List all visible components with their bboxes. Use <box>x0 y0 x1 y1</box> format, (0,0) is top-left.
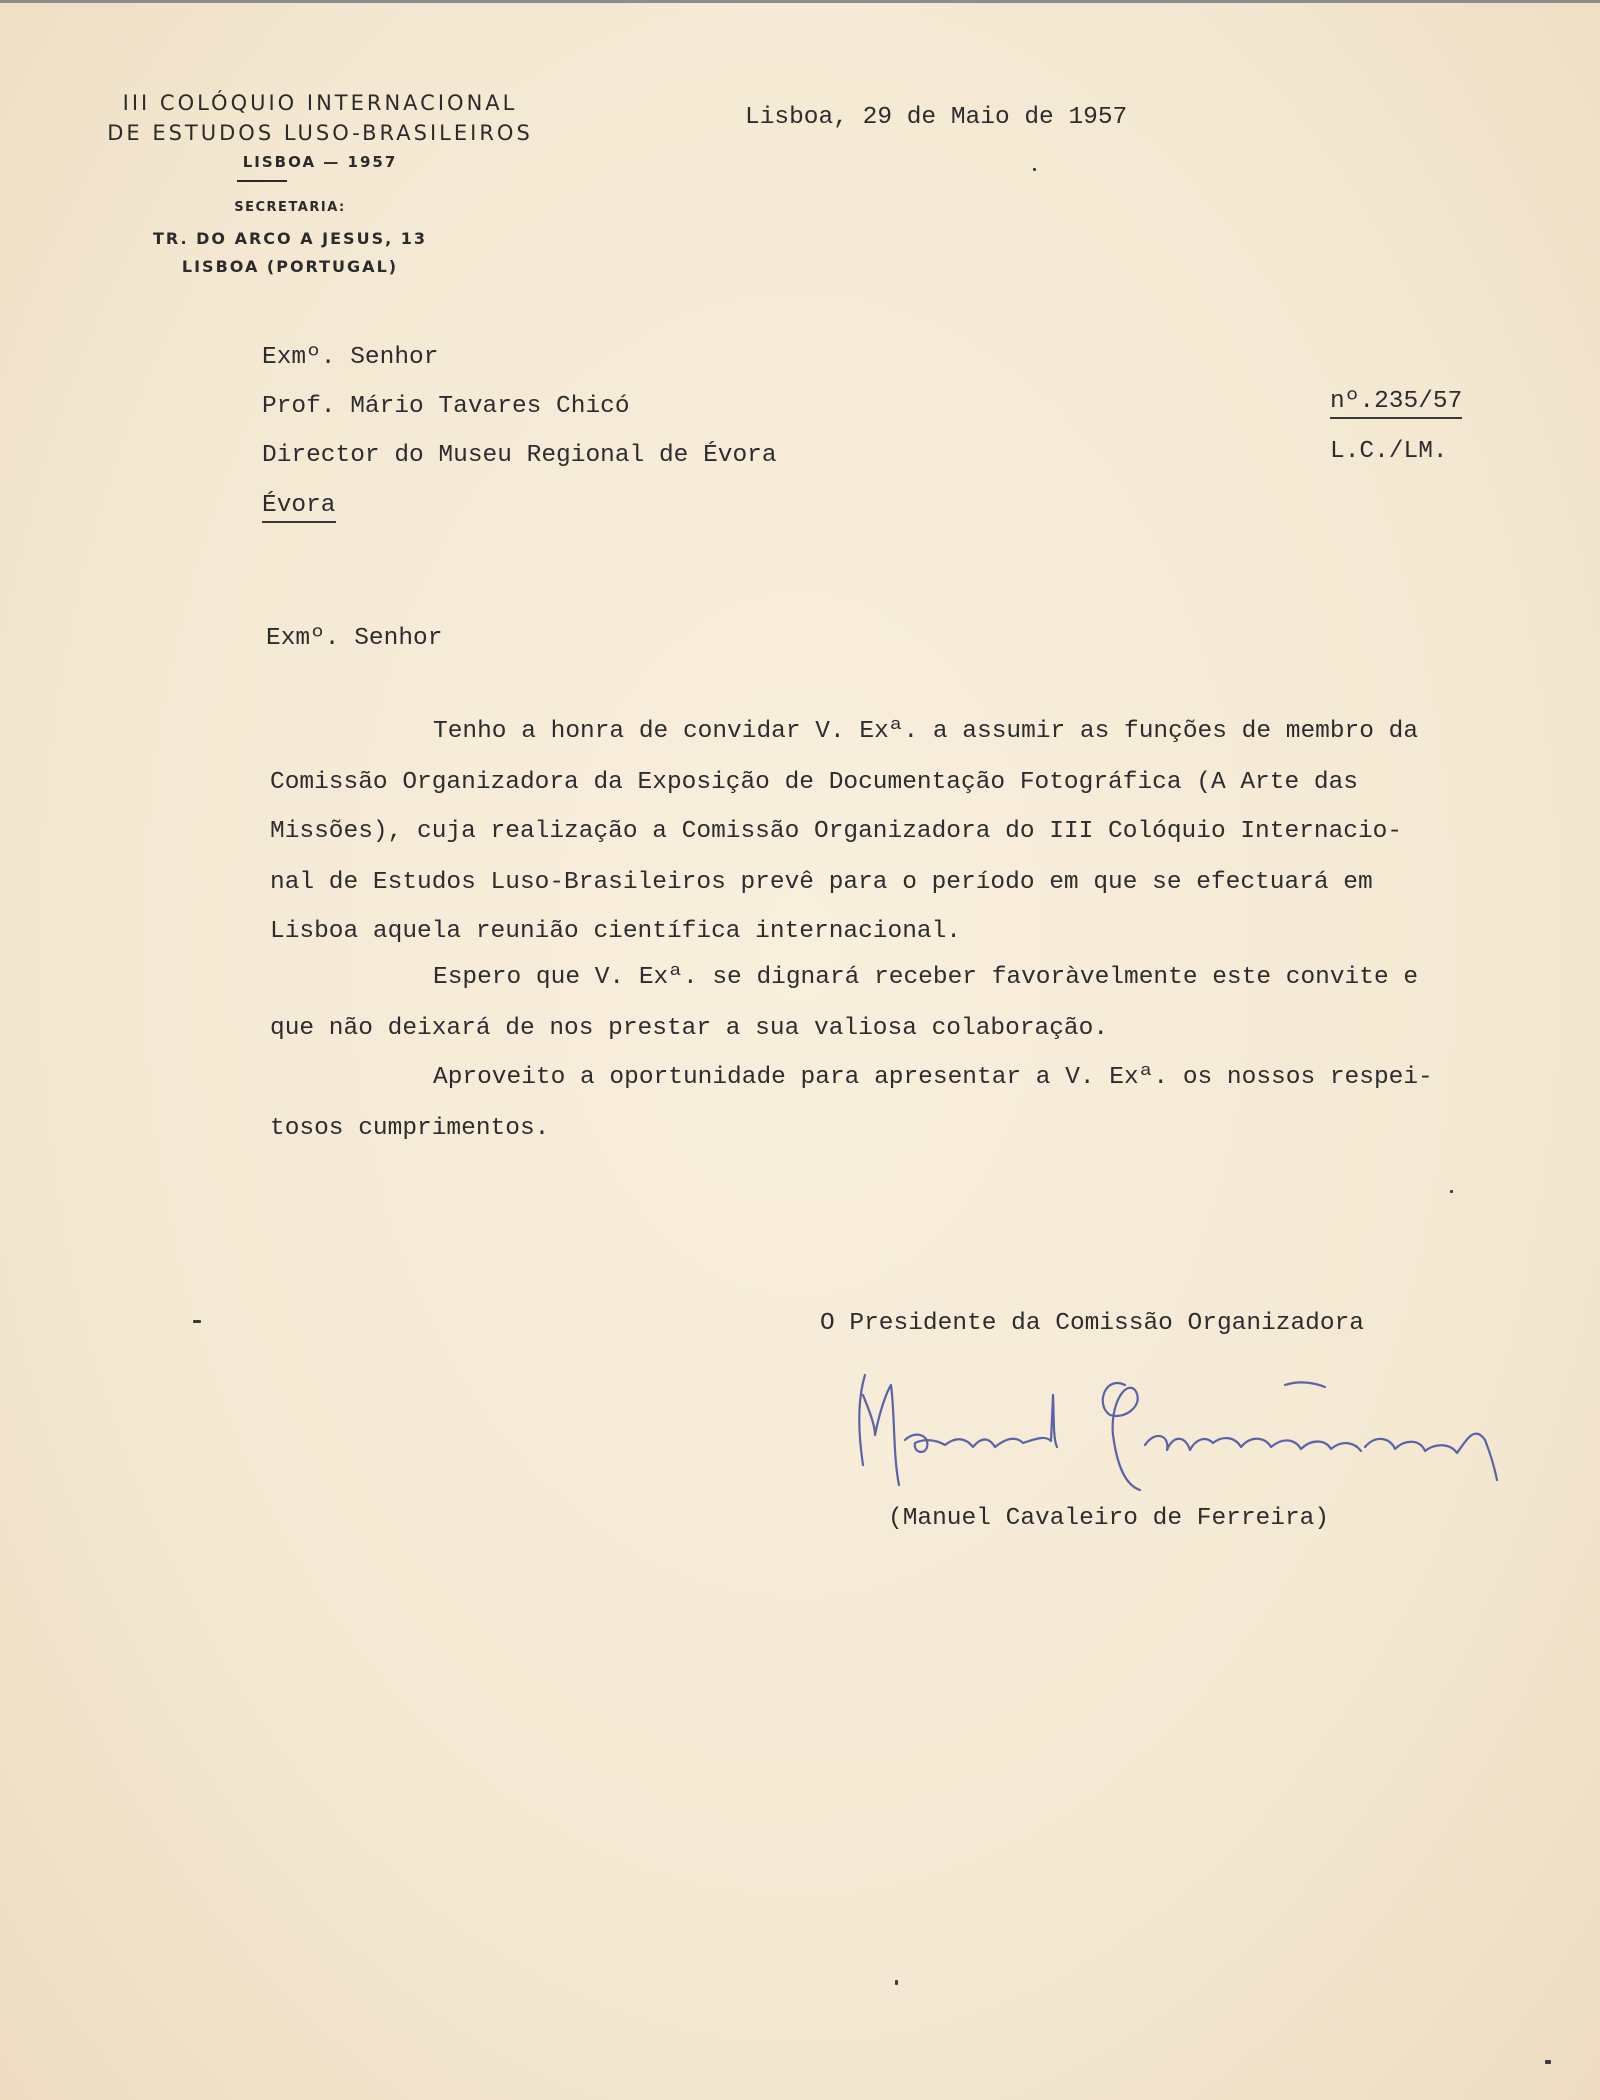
paper-mark <box>1450 1190 1453 1193</box>
handwritten-signature <box>855 1355 1555 1505</box>
body-line: Tenho a honra de convidar V. Exª. a assumir as funções de membro da <box>433 718 1419 745</box>
recipient-salutation: Exmº. Senhor <box>262 344 439 371</box>
paper-mark <box>895 1980 898 1985</box>
paper-mark <box>193 1320 201 1323</box>
secretaria-address-line2: LISBOA (PORTUGAL) <box>181 257 399 276</box>
recipient-name: Prof. Mário Tavares Chicó <box>262 393 630 420</box>
reference-number: nº.235/57 <box>1330 388 1462 419</box>
body-line: nal de Estudos Luso-Brasileiros prevê para o período em que se efectuará em <box>270 869 1373 896</box>
body-line: Comissão Organizadora da Exposição de Documentação Fotográfica (A Arte das <box>270 769 1358 796</box>
reference-initials: L.C./LM. <box>1330 438 1448 465</box>
body-line: Lisboa aquela reunião científica internacional. <box>270 918 962 945</box>
body-line: Missões), cuja realização a Comissão Organizadora do III Colóquio Internacio- <box>270 818 1403 845</box>
letterhead-city-year: LISBOA — 1957 <box>242 153 398 171</box>
page-top-edge <box>0 0 1600 3</box>
letterhead-rule <box>237 180 287 182</box>
body-line: Aproveito a oportunidade para apresentar a V. Exª. os nossos respei- <box>433 1064 1433 1091</box>
secretaria-address-line1: TR. DO ARCO A JESUS, 13 <box>152 229 428 248</box>
secretaria-block <box>140 200 440 281</box>
body-line: que não deixará de nos prestar a sua valiosa colaboração. <box>270 1015 1109 1042</box>
body-line: Espero que V. Exª. se dignará receber favoràvelmente este convite e <box>433 964 1419 991</box>
greeting: Exmº. Senhor <box>266 625 443 652</box>
letterhead-title-line2: DE ESTUDOS LUSO-BRASILEIROS <box>107 121 533 145</box>
recipient-city: Évora <box>262 492 336 523</box>
letterhead <box>60 88 580 182</box>
secretaria-label: SECRETARIA: <box>234 200 346 215</box>
recipient-role: Director do Museu Regional de Évora <box>262 442 777 469</box>
paper-mark <box>1545 2060 1551 2064</box>
paper-mark <box>1033 168 1036 171</box>
letterhead-title-line1: III COLÓQUIO INTERNACIONAL <box>122 91 518 115</box>
closing-line: O Presidente da Comissão Organizadora <box>820 1310 1364 1337</box>
signatory-typed-name: (Manuel Cavaleiro de Ferreira) <box>888 1505 1330 1532</box>
body-line: tosos cumprimentos. <box>270 1115 550 1142</box>
date-line: Lisboa, 29 de Maio de 1957 <box>745 104 1128 131</box>
